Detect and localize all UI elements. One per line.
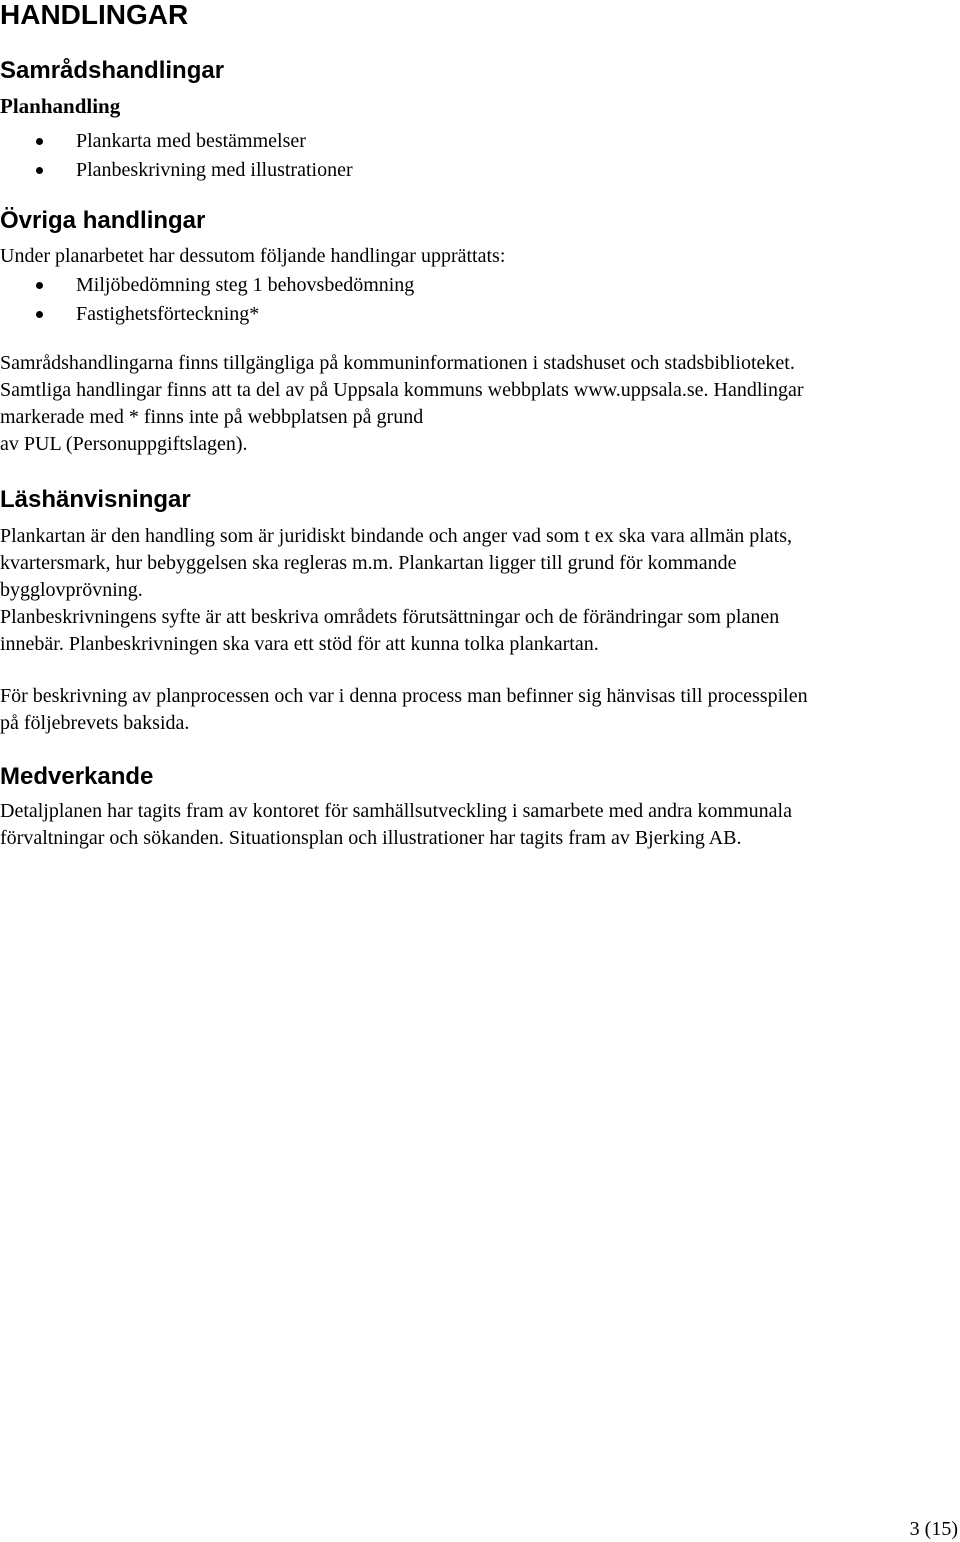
text-line: på följebrevets baksida. xyxy=(0,712,190,734)
text-line: Detaljplanen har tagits fram av kontoret för samhällsutveckling i samarbete med andra kommunala xyxy=(0,800,792,822)
section-heading-ovriga-handlingar: Övriga handlingar xyxy=(0,207,206,234)
bullet-icon xyxy=(36,282,43,289)
text-line: Under planarbetet har dessutom följande handlingar upprättats: xyxy=(0,245,506,267)
section-heading-lashanvisningar: Läshänvisningar xyxy=(0,486,191,513)
list-item xyxy=(0,127,353,156)
list-item-text: Planbeskrivning med illustrationer xyxy=(76,158,353,181)
text-line: av PUL (Personuppgiftslagen). xyxy=(0,433,248,455)
section-heading-samradshandlingar: Samrådshandlingar xyxy=(0,57,225,84)
text-line: Samtliga handlingar finns att ta del av på Uppsala kommuns webbplats www.uppsala.se. Handlingar xyxy=(0,379,804,401)
list-item xyxy=(0,156,353,185)
subheading-planhandling: Planhandling xyxy=(0,94,121,118)
availability-paragraph xyxy=(0,350,950,458)
list-item-text: Fastighetsförteckning* xyxy=(76,302,260,325)
text-line: Planbeskrivningens syfte är att beskriva områdets förutsättningar och de förändringar som planen xyxy=(0,606,780,628)
bullet-icon xyxy=(36,167,43,174)
page-number: 3 (15) xyxy=(909,1518,958,1540)
text-line: Samrådshandlingarna finns tillgängliga på kommuninformationen i stadshuset och stadsbiblioteket. xyxy=(0,352,795,374)
text-line: bygglovprövning. xyxy=(0,579,143,601)
list-item xyxy=(0,300,414,329)
section-heading-medverkande: Medverkande xyxy=(0,763,154,790)
list-item-text: Plankarta med bestämmelser xyxy=(76,130,306,152)
text-line: markerade med * finns inte på webbplatsen på grund xyxy=(0,406,424,428)
planhandling-list xyxy=(0,127,353,184)
page-title: HANDLINGAR xyxy=(0,0,189,30)
text-line: Plankartan är den handling som är juridiskt bindande och anger vad som t ex ska vara allmän plats, xyxy=(0,525,793,547)
text-line: För beskrivning av planprocessen och var i denna process man befinner sig hänvisas till processpilen xyxy=(0,685,808,707)
medverkande-paragraph xyxy=(0,798,950,852)
bullet-icon xyxy=(36,138,43,145)
ovriga-list xyxy=(0,271,414,328)
bullet-icon xyxy=(36,311,43,318)
planprocess-paragraph xyxy=(0,683,950,737)
ovriga-intro xyxy=(0,243,950,270)
list-item xyxy=(0,271,414,300)
text-line: innebär. Planbeskrivningen ska vara ett stöd för att kunna tolka plankartan. xyxy=(0,633,599,655)
list-item-text: Miljöbedömning steg 1 behovsbedömning xyxy=(76,274,415,296)
text-line: kvartersmark, hur bebyggelsen ska regleras m.m. Plankartan ligger till grund för kommande xyxy=(0,552,737,574)
lashanvisningar-paragraph xyxy=(0,523,950,658)
text-line: förvaltningar och sökanden. Situationsplan och illustrationer har tagits fram av Bjerking AB. xyxy=(0,827,742,849)
